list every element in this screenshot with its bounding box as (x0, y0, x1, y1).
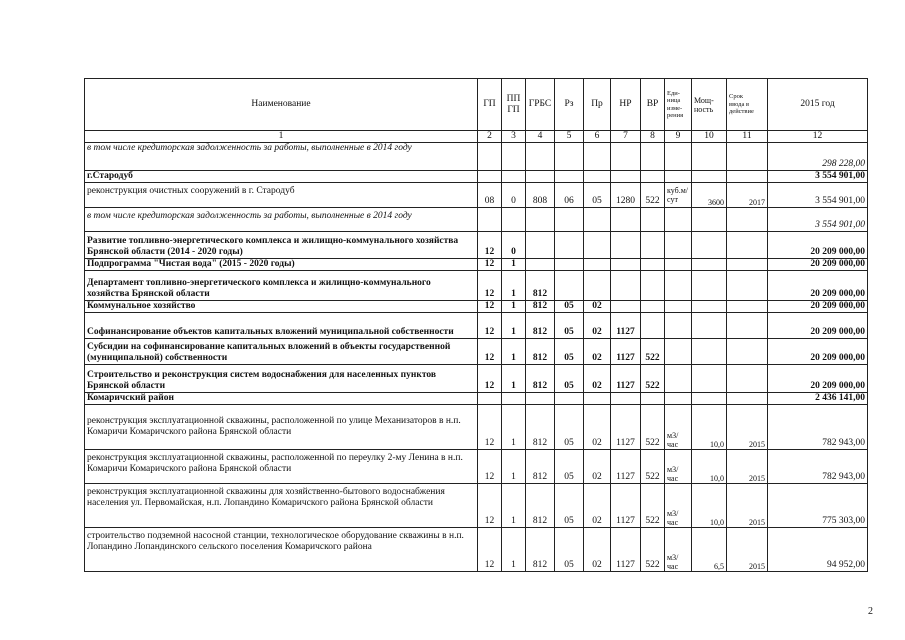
col-grbs-header: ГРБС (526, 79, 555, 131)
cell-amount: 94 952,00 (768, 528, 868, 572)
cell-vr (641, 259, 665, 271)
cell-amount: 298 228,00 (768, 143, 868, 171)
term-line2: ввода в (729, 100, 750, 108)
cell-gp: 12 (478, 259, 502, 271)
cell-amount: 20 209 000,00 (768, 259, 868, 271)
cell-unit: м3/ час (665, 405, 692, 450)
cell-gp: 12 (478, 365, 502, 393)
cell-pp (502, 143, 526, 171)
col-number: 6 (584, 131, 611, 143)
cell-grbs (526, 393, 555, 405)
cell-term: 2015 (727, 450, 768, 484)
row-name: реконструкция эксплуатационной скважины, расположенной по улице Механизаторов в н.п. Комаричи Комаричского района Брянской области (85, 405, 478, 450)
cell-term (727, 301, 768, 313)
cell-power (692, 232, 727, 259)
unit-line2: ница (667, 97, 681, 104)
cell-unit (665, 301, 692, 313)
cell-unit (665, 208, 692, 232)
cell-vr: 522 (641, 484, 665, 528)
cell-nr (611, 259, 641, 271)
cell-pr: 02 (584, 301, 611, 313)
cell-pr: 02 (584, 405, 611, 450)
cell-gp: 12 (478, 528, 502, 572)
cell-nr (611, 301, 641, 313)
cell-pp: 1 (502, 405, 526, 450)
cell-vr (641, 171, 665, 183)
cell-nr: 1280 (611, 183, 641, 208)
cell-unit (665, 271, 692, 301)
cell-rz: 05 (555, 484, 584, 528)
col-rz-header: Рз (555, 79, 584, 131)
cell-pr: 05 (584, 183, 611, 208)
table-row (85, 528, 868, 572)
row-name: Субсидии на софинансирование капитальных вложений в объекты государственной (муниципальной) собственности (85, 339, 478, 365)
cell-pp: 1 (502, 313, 526, 339)
row-name: реконструкция эксплуатационной скважины для хозяйственно-бытового водоснабжения населения ул. Первомайская, н.п. Лопандино Комаричского района Брянской области (85, 484, 478, 528)
cell-amount: 20 209 000,00 (768, 339, 868, 365)
cell-grbs: 812 (526, 528, 555, 572)
cell-nr (611, 271, 641, 301)
cell-term: 2015 (727, 528, 768, 572)
cell-power (692, 208, 727, 232)
cell-pp: 0 (502, 183, 526, 208)
cell-gp (478, 208, 502, 232)
col-pr-header: Пр (584, 79, 611, 131)
cell-power (692, 171, 727, 183)
cell-rz: 05 (555, 528, 584, 572)
col-term-header (727, 79, 768, 131)
cell-vr (641, 393, 665, 405)
cell-amount: 20 209 000,00 (768, 313, 868, 339)
cell-power (692, 301, 727, 313)
cell-pr (584, 143, 611, 171)
col-number: 2 (478, 131, 502, 143)
cell-pp: 1 (502, 301, 526, 313)
row-name: Подпрограмма "Чистая вода" (2015 - 2020 годы) (85, 259, 478, 271)
cell-vr (641, 313, 665, 339)
cell-pp: 1 (502, 450, 526, 484)
cell-term (727, 171, 768, 183)
cell-pp: 1 (502, 259, 526, 271)
row-name: г.Стародуб (85, 171, 478, 183)
cell-pr: 02 (584, 313, 611, 339)
cell-vr: 522 (641, 365, 665, 393)
cell-term (727, 339, 768, 365)
cell-nr (611, 171, 641, 183)
cell-unit: м3/ час (665, 528, 692, 572)
col-power-header: Мощ-ность (692, 79, 727, 131)
cell-rz: 05 (555, 450, 584, 484)
cell-term (727, 259, 768, 271)
cell-nr: 1127 (611, 339, 641, 365)
cell-gp (478, 393, 502, 405)
cell-nr: 1127 (611, 313, 641, 339)
cell-unit (665, 339, 692, 365)
cell-pr (584, 232, 611, 259)
cell-grbs: 812 (526, 484, 555, 528)
cell-vr (641, 301, 665, 313)
cell-pp: 1 (502, 271, 526, 301)
cell-pp: 0 (502, 232, 526, 259)
cell-vr (641, 143, 665, 171)
cell-grbs: 812 (526, 271, 555, 301)
table-row (85, 450, 868, 484)
cell-power: 10,0 (692, 405, 727, 450)
col-number: 11 (727, 131, 768, 143)
cell-nr: 1127 (611, 528, 641, 572)
cell-gp: 12 (478, 405, 502, 450)
cell-unit (665, 171, 692, 183)
col-number: 7 (611, 131, 641, 143)
row-name: реконструкция очистных сооружений в г. Стародуб (85, 183, 478, 208)
col-vr-header: ВР (641, 79, 665, 131)
cell-term: 2017 (727, 183, 768, 208)
table-row (85, 259, 868, 271)
cell-nr: 1127 (611, 450, 641, 484)
table-row (85, 271, 868, 301)
cell-pr: 02 (584, 339, 611, 365)
col-number: 1 (85, 131, 478, 143)
cell-gp (478, 171, 502, 183)
col-number: 12 (768, 131, 868, 143)
row-name: Развитие топливно-энергетического комплекса и жилищно-коммунального хозяйства Брянской области (2014 - 2020 годы) (85, 232, 478, 259)
cell-vr: 522 (641, 450, 665, 484)
table-row (85, 143, 868, 171)
cell-gp: 12 (478, 232, 502, 259)
cell-nr (611, 208, 641, 232)
cell-term (727, 313, 768, 339)
cell-term (727, 232, 768, 259)
cell-pp: 1 (502, 484, 526, 528)
cell-pr (584, 393, 611, 405)
cell-amount: 20 209 000,00 (768, 271, 868, 301)
col-number: 5 (555, 131, 584, 143)
col-gp-header: ГП (478, 79, 502, 131)
row-name: реконструкция эксплуатационной скважины, расположенной по переулку 2-му Ленина в н.п. Комаричи Комаричского района Брянской области (85, 450, 478, 484)
cell-term (727, 271, 768, 301)
cell-power: 3600 (692, 183, 727, 208)
col-unit-header (665, 79, 692, 131)
cell-nr: 1127 (611, 365, 641, 393)
cell-power: 10,0 (692, 484, 727, 528)
cell-unit (665, 259, 692, 271)
cell-pp (502, 208, 526, 232)
ppgp-line1: ПП (506, 93, 521, 104)
table-row (85, 484, 868, 528)
cell-pp (502, 393, 526, 405)
cell-power (692, 271, 727, 301)
cell-grbs (526, 143, 555, 171)
cell-vr: 522 (641, 405, 665, 450)
cell-amount: 3 554 901,00 (768, 183, 868, 208)
row-name: строительство подземной насосной станции, технологическое оборудование скважины в н.п. Лопандино Лопандинского сельского поселения Комаричского района (85, 528, 478, 572)
table-row (85, 208, 868, 232)
cell-term (727, 143, 768, 171)
row-name: Коммунальное хозяйство (85, 301, 478, 313)
cell-pr (584, 208, 611, 232)
cell-nr (611, 232, 641, 259)
col-number: 3 (502, 131, 526, 143)
cell-vr: 522 (641, 183, 665, 208)
cell-gp: 12 (478, 301, 502, 313)
cell-vr (641, 232, 665, 259)
cell-amount: 782 943,00 (768, 450, 868, 484)
cell-gp: 12 (478, 313, 502, 339)
cell-gp (478, 143, 502, 171)
cell-rz (555, 271, 584, 301)
cell-grbs: 812 (526, 450, 555, 484)
col-number: 9 (665, 131, 692, 143)
cell-pr (584, 171, 611, 183)
table-row (85, 171, 868, 183)
cell-grbs (526, 259, 555, 271)
col-number: 8 (641, 131, 665, 143)
cell-rz (555, 393, 584, 405)
cell-rz: 05 (555, 301, 584, 313)
cell-rz: 05 (555, 339, 584, 365)
cell-unit (665, 313, 692, 339)
cell-nr: 1127 (611, 484, 641, 528)
cell-rz (555, 259, 584, 271)
table-row (85, 393, 868, 405)
table-row (85, 339, 868, 365)
unit-line1: Еди- (667, 89, 680, 97)
cell-amount: 20 209 000,00 (768, 301, 868, 313)
table-row (85, 232, 868, 259)
cell-rz: 05 (555, 365, 584, 393)
cell-unit (665, 232, 692, 259)
cell-grbs: 812 (526, 313, 555, 339)
cell-amount: 3 554 901,00 (768, 208, 868, 232)
cell-power (692, 313, 727, 339)
cell-grbs: 808 (526, 183, 555, 208)
cell-pp (502, 171, 526, 183)
header-row (85, 79, 868, 131)
row-name: Софинансирование объектов капитальных вложений муниципальной собственности (85, 313, 478, 339)
col-number: 4 (526, 131, 555, 143)
cell-power (692, 339, 727, 365)
cell-grbs (526, 232, 555, 259)
cell-grbs: 812 (526, 405, 555, 450)
cell-gp: 12 (478, 484, 502, 528)
cell-amount: 3 554 901,00 (768, 171, 868, 183)
col-ppgp-header (502, 79, 526, 131)
cell-pr: 02 (584, 528, 611, 572)
table-row (85, 405, 868, 450)
cell-rz: 05 (555, 313, 584, 339)
row-name: в том числе кредиторская задолженность за работы, выполненные в 2014 году (85, 208, 478, 232)
cell-power (692, 365, 727, 393)
page-number: 2 (868, 606, 873, 617)
col-name-header: Наименование (85, 79, 478, 131)
cell-rz (555, 232, 584, 259)
unit-line4: рения (667, 112, 684, 119)
cell-unit: м3/ час (665, 484, 692, 528)
cell-rz: 05 (555, 405, 584, 450)
cell-nr (611, 393, 641, 405)
cell-gp: 12 (478, 339, 502, 365)
cell-power (692, 259, 727, 271)
cell-rz (555, 143, 584, 171)
cell-rz (555, 171, 584, 183)
cell-amount: 20 209 000,00 (768, 232, 868, 259)
cell-grbs (526, 208, 555, 232)
cell-unit (665, 393, 692, 405)
cell-unit (665, 143, 692, 171)
table-row (85, 313, 868, 339)
cell-grbs: 812 (526, 339, 555, 365)
cell-gp: 08 (478, 183, 502, 208)
col-nr-header: НР (611, 79, 641, 131)
term-line3: действие (729, 108, 754, 116)
cell-gp: 12 (478, 450, 502, 484)
cell-nr: 1127 (611, 405, 641, 450)
cell-amount: 2 436 141,00 (768, 393, 868, 405)
cell-rz (555, 208, 584, 232)
cell-gp: 12 (478, 271, 502, 301)
cell-term: 2015 (727, 484, 768, 528)
cell-term (727, 393, 768, 405)
table-row (85, 301, 868, 313)
cell-vr (641, 208, 665, 232)
cell-pr: 02 (584, 365, 611, 393)
cell-pp: 1 (502, 365, 526, 393)
cell-term (727, 365, 768, 393)
cell-vr: 522 (641, 339, 665, 365)
cell-pp: 1 (502, 528, 526, 572)
cell-power (692, 393, 727, 405)
cell-unit: м3/ час (665, 450, 692, 484)
table-row (85, 183, 868, 208)
column-number-row (85, 131, 868, 143)
cell-grbs: 812 (526, 365, 555, 393)
col-year-header: 2015 год (768, 79, 868, 131)
cell-power: 6,5 (692, 528, 727, 572)
row-name: Строительство и реконструкция систем водоснабжения для населенных пунктов Брянской области (85, 365, 478, 393)
cell-power (692, 143, 727, 171)
cell-pr (584, 259, 611, 271)
table-row (85, 365, 868, 393)
budget-table (84, 78, 868, 572)
term-line1: Срок (729, 93, 743, 101)
row-name: Департамент топливно-энергетического комплекса и жилищно-коммунального хозяйства Брянской области (85, 271, 478, 301)
cell-term (727, 208, 768, 232)
cell-amount: 775 303,00 (768, 484, 868, 528)
cell-pp: 1 (502, 339, 526, 365)
cell-grbs (526, 171, 555, 183)
cell-amount: 20 209 000,00 (768, 365, 868, 393)
ppgp-line2: ГП (507, 104, 520, 115)
cell-vr: 522 (641, 528, 665, 572)
col-number: 10 (692, 131, 727, 143)
cell-nr (611, 143, 641, 171)
unit-line3: изме- (667, 104, 683, 112)
cell-vr (641, 271, 665, 301)
cell-rz: 06 (555, 183, 584, 208)
cell-term: 2015 (727, 405, 768, 450)
cell-unit (665, 365, 692, 393)
cell-pr (584, 271, 611, 301)
cell-power: 10,0 (692, 450, 727, 484)
cell-amount: 782 943,00 (768, 405, 868, 450)
cell-pr: 02 (584, 484, 611, 528)
cell-unit: куб.м/ сут (665, 183, 692, 208)
cell-pr: 02 (584, 450, 611, 484)
cell-grbs: 812 (526, 301, 555, 313)
row-name: в том числе кредиторская задолженность за работы, выполненные в 2014 году (85, 143, 478, 171)
row-name: Комаричский район (85, 393, 478, 405)
